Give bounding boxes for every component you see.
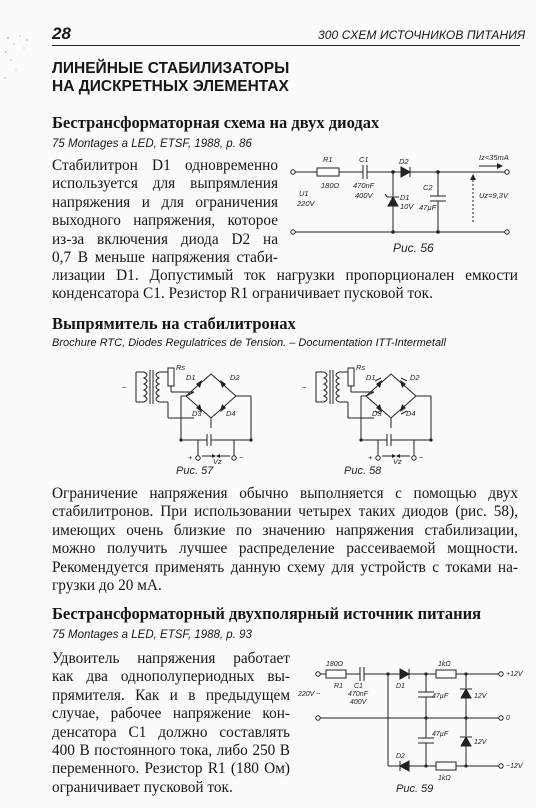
text-line: ограничивает пусковой ток. [52, 778, 233, 796]
label-c1-voltage: 400V [350, 699, 367, 706]
label-c2: C2 [423, 183, 433, 192]
label-d1: D1 [400, 193, 410, 202]
circuit-fig58 [302, 363, 433, 477]
label-plus: + [368, 453, 373, 462]
text-line: Удвоитель напряжения работает [52, 650, 290, 667]
label-d1: D1 [396, 683, 405, 690]
label-r-bottom: 1kΩ [438, 775, 451, 782]
label-ac: ~ [122, 383, 127, 392]
label-zener-top: 12V [474, 693, 487, 700]
section-title: Выпрямитель на стабилитронах [52, 314, 296, 333]
label-plus: + [188, 453, 193, 462]
circuit-diagram-fig59 [296, 654, 528, 796]
section-title: Бестрансформаторный двухполярный источник питания [52, 604, 482, 623]
circuit-fig57 [122, 363, 253, 477]
text-line: напряжения и для ограничения [52, 193, 278, 211]
label-u1: U1 [299, 189, 309, 198]
section-title: Бестрансформаторная схема на двух диодах [52, 113, 380, 132]
label-c1: C1 [354, 683, 363, 690]
circuit-diagram-fig56 [283, 150, 523, 260]
text-line: используется для выпрямления [52, 175, 278, 193]
label-minus: − [239, 453, 244, 462]
source-reference: 75 Montages a LED, ETSF, 1988, p. 93 [52, 629, 252, 641]
label-d3: D3 [192, 409, 202, 418]
text-line: случае, рабочее напряжение кон- [52, 705, 290, 723]
label-zener-bottom: 12V [474, 739, 487, 746]
label-rs: Rs [356, 363, 366, 372]
text-line: из-за включения диода D2 на [52, 230, 278, 248]
label-c1-voltage: 400V [355, 191, 373, 200]
figure-caption: Рис. 57 [176, 465, 214, 477]
label-d4: D4 [226, 409, 236, 418]
text-line: лизации D1. Допустимый ток нагрузки пропорционален емкости [52, 267, 518, 284]
text-line: денсатора C1 должно составлять [52, 723, 290, 741]
label-d1: D1 [366, 373, 376, 382]
paragraph [52, 650, 290, 797]
text-line: 400 В постоянного тока, либо 250 В [52, 742, 290, 760]
source-reference: 75 Montages a LED, ETSF, 1988, p. 86 [52, 138, 252, 150]
label-r1: R1 [323, 155, 333, 164]
paragraph [52, 157, 278, 267]
label-d2: D2 [230, 373, 240, 382]
label-r1-value: 180Ω [326, 661, 344, 668]
label-minus: − [419, 453, 424, 462]
text-line: Стабилитрон D1 одновременно [52, 157, 278, 174]
margin-scan-noise [2, 30, 42, 100]
figure-caption: Рис. 58 [344, 465, 382, 477]
label-c1: C1 [359, 155, 369, 164]
label-d2: D2 [410, 373, 420, 382]
label-c1-value: 470nF [348, 691, 368, 698]
figure-caption: Рис. 59 [396, 783, 434, 795]
header-rule [52, 45, 520, 46]
label-r1-value: 180Ω [321, 181, 340, 190]
label-ac: ~ [302, 383, 307, 392]
label-d2: D2 [396, 753, 405, 760]
text-line: имеющих очень близкие по значению напряжения стабилизации, [52, 521, 518, 539]
text-line: можно получить лучшее распределение рассеиваемой мощности. [52, 540, 518, 558]
label-out-zero: 0 [506, 715, 510, 722]
text-line: выходного напряжения, которое [52, 212, 278, 230]
text-line: грузки до 20 мА. [52, 577, 162, 595]
label-input: 220V ~ [298, 691, 321, 698]
label-d3: D3 [372, 409, 382, 418]
running-title: 300 СХЕМ ИСТОЧНИКОВ ПИТАНИЯ [318, 28, 526, 42]
label-r1: R1 [334, 683, 343, 690]
label-d4: D4 [406, 409, 416, 418]
label-out-pos: +12V [506, 671, 523, 678]
chapter-title-line: ЛИНЕЙНЫЕ СТАБИЛИЗАТОРЫ [52, 60, 290, 77]
label-vz: Vz [213, 457, 222, 466]
paragraph [52, 267, 518, 304]
text-line: Рекомендуется применять данную схему для устройств с токами на- [52, 558, 518, 576]
page-number: 28 [52, 24, 71, 43]
label-d1-value: 10V [400, 202, 414, 211]
text-line: как два однополупериодных вы- [52, 668, 290, 686]
label-r-top: 1kΩ [438, 661, 451, 668]
text-line: прямителя. Как и в предыдущем [52, 686, 290, 704]
label-out-neg: −12V [506, 763, 523, 770]
chapter-title [52, 60, 352, 96]
label-rs: Rs [176, 363, 186, 372]
text-line: переменного. Резистор R1 (180 Ом) [52, 760, 290, 778]
figure-caption: Рис. 56 [393, 241, 434, 255]
chapter-title-line: НА ДИСКРЕТНЫХ ЭЛЕМЕНТАХ [52, 78, 289, 95]
text-line: 0,7 В меньше напряжения стаби- [52, 249, 278, 267]
text-line: конденсатора C1. Резистор R1 ограничивает пусковой ток. [52, 285, 433, 303]
label-cap-bottom: 47µF [432, 731, 449, 738]
label-cap-top: 47µF [432, 693, 449, 700]
text-line: стабилитронов. При использовании четырех таких диодов (рис. 58), [52, 503, 518, 521]
label-c1-value: 470nF [353, 181, 375, 190]
label-d1: D1 [186, 373, 196, 382]
label-uz: Uz=9,3V [479, 191, 508, 200]
label-iz: Iz<35mA [479, 153, 509, 162]
label-c2-value: 47µF [419, 203, 437, 212]
source-reference: Brochure RTC, Diodes Regulatrices de Tension. – Documentation ITT-Intermetall [52, 337, 446, 349]
label-vz: Vz [393, 457, 402, 466]
paragraph [52, 485, 518, 595]
circuit-diagrams-fig57-58 [116, 360, 446, 478]
label-d2: D2 [399, 157, 409, 166]
text-line: Ограничение напряжения обычно выполняется с помощью двух [52, 485, 518, 502]
label-u1-value: 220V [297, 199, 315, 208]
